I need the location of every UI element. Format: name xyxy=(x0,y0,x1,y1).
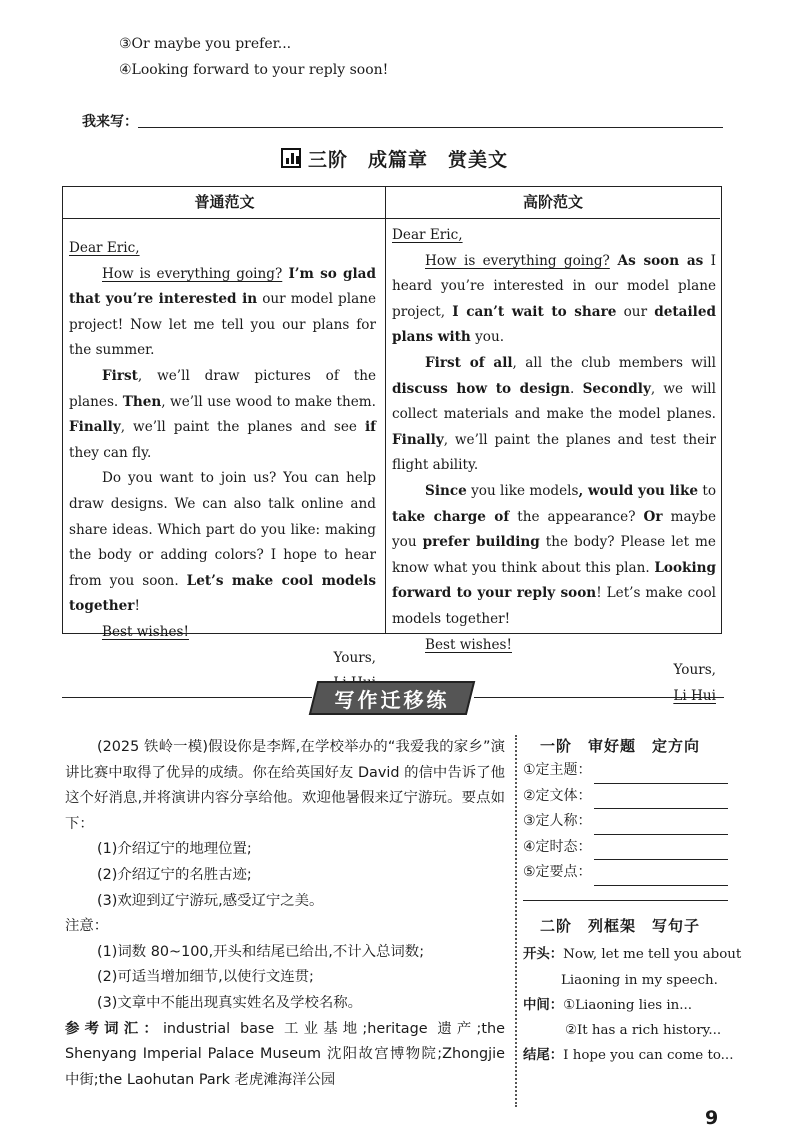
text: the body? Please let me know what you think about this plan. xyxy=(392,534,716,576)
text: maybe you xyxy=(392,508,716,551)
frame-middle-2: ②It has a rich history... xyxy=(565,1023,722,1038)
greeting: Dear Eric, xyxy=(69,240,140,256)
underlined-phrase: How is everything going? xyxy=(102,265,283,282)
field-label: ⑤定要点： xyxy=(523,864,592,881)
tense-answer-blank[interactable] xyxy=(594,841,728,860)
text: ! xyxy=(134,598,140,615)
page-number: 9 xyxy=(705,1107,719,1129)
bold-phrase: I can’t wait to share xyxy=(452,303,617,320)
closing: Best wishes! xyxy=(425,636,512,653)
bold-phrase: I’m so glad that you’re interested in xyxy=(69,265,376,308)
field-tense xyxy=(523,835,728,861)
task-intro: (2025 铁岭一模)假设你是李辉,在学校举办的“我爱我的家乡”演讲比赛中取得了优异的成绩。你在给英国好友 David 的信中告诉了他这个好消息,并将演讲内容分享给他。欢迎他暑假来辽宁游玩。要点如下： xyxy=(65,739,505,832)
task-note: (3)文章中不能出现真实姓名及学校名称。 xyxy=(97,994,363,1011)
stage3-heading: 三阶 成篇章 赏美文 xyxy=(308,149,509,171)
normal-sample-essay xyxy=(69,236,376,697)
sign-yours: Yours, xyxy=(333,649,376,666)
middle-label: 中间： xyxy=(523,998,564,1013)
open-text: Now, let me tell you about xyxy=(563,947,742,962)
dotted-divider xyxy=(515,735,517,1107)
bold-phrase: First of all xyxy=(425,354,513,371)
text: Do you want to join us? You can help draw designs. We can also talk online and share ideas. Which part do you like: making the body or adding colors? I hope to hear from you soon. xyxy=(69,470,376,589)
closing: Best wishes! xyxy=(102,623,189,640)
paragraph-3 xyxy=(392,479,716,633)
write-answer-line[interactable] xyxy=(138,127,723,128)
bold-word: Finally xyxy=(392,431,444,448)
text: to xyxy=(698,482,717,499)
paragraph-2 xyxy=(69,364,376,466)
underlined-phrase: How is everything going? xyxy=(425,252,610,269)
text: you like models xyxy=(466,482,579,499)
text: , we’ll paint the planes and see xyxy=(120,419,365,436)
field-genre xyxy=(523,784,728,810)
bold-phrase: Looking forward to your reply soon xyxy=(392,559,716,602)
bold-word: if xyxy=(364,419,376,436)
end-label: 结尾： xyxy=(523,1048,564,1063)
field-label: ③定人称： xyxy=(523,813,592,830)
stage2-heading: 二阶 列框架 写句子 xyxy=(540,917,701,935)
genre-answer-blank[interactable] xyxy=(594,790,728,809)
text: . xyxy=(570,380,583,397)
field-topic xyxy=(523,758,728,784)
person-answer-blank[interactable] xyxy=(594,816,728,835)
text: , we’ll paint the planes and test their flight ability. xyxy=(392,431,716,474)
task-point: (2)介绍辽宁的名胜古迹; xyxy=(97,866,252,883)
sign-yours: Yours, xyxy=(673,662,716,679)
header-rule-right xyxy=(474,697,724,698)
text: they can fly. xyxy=(69,444,152,461)
text: , we’ll draw pictures of the planes. xyxy=(69,367,376,410)
signature: Li Hui xyxy=(673,687,716,704)
text: our xyxy=(616,303,655,320)
task-note: (1)词数 80~100,开头和结尾已给出,不计入总词数; xyxy=(97,943,425,960)
advanced-sample-essay xyxy=(392,223,716,709)
greeting: Dear Eric, xyxy=(392,227,463,243)
points-answer-blank[interactable] xyxy=(594,867,728,886)
panel-separator xyxy=(523,900,728,901)
field-label: ②定文体： xyxy=(523,787,592,804)
analysis-panel xyxy=(523,735,728,886)
paragraph-2 xyxy=(392,351,716,479)
note-label: 注意： xyxy=(65,918,109,935)
write-label: 我来写： xyxy=(82,114,138,130)
header-normal-sample: 普通范文 xyxy=(63,187,386,219)
bold-phrase: detailed plans with xyxy=(392,303,716,346)
bold-word: Finally xyxy=(69,419,121,436)
end-text: I hope you can come to... xyxy=(563,1048,734,1063)
field-person xyxy=(523,809,728,835)
bold-phrase: prefer building xyxy=(422,534,540,551)
text: I heard you’re interested in our model plane project, xyxy=(392,252,716,320)
text: ! Let’s make cool models together! xyxy=(392,585,716,627)
field-label: ④定时态： xyxy=(523,838,592,855)
text: , all the club members will xyxy=(512,354,716,371)
field-points xyxy=(523,860,728,886)
bold-phrase: As soon as xyxy=(609,252,704,269)
bold-phrase: discuss how to design xyxy=(392,380,571,397)
hint-line-3: ④Looking forward to your reply soon! xyxy=(119,62,389,78)
chart-bars-icon xyxy=(281,148,301,168)
bold-word: Secondly xyxy=(582,380,651,397)
hint-line-2: ③Or maybe you prefer... xyxy=(119,36,292,52)
task-note: (2)可适当增加细节,以使行文连贯; xyxy=(97,969,314,986)
field-label: ①定主题： xyxy=(523,762,592,778)
text: , we will collect materials and make the model planes. xyxy=(392,380,716,423)
frame-end xyxy=(523,1047,733,1065)
text: you. xyxy=(470,329,505,346)
vocab-label: 参考词汇： xyxy=(65,1020,163,1037)
task-point: (3)欢迎到辽宁游玩,感受辽宁之美。 xyxy=(97,892,324,909)
text: the appearance? xyxy=(509,508,644,525)
bold-word: Then xyxy=(122,393,162,410)
transfer-practice-title: 写作迁移练 xyxy=(334,688,450,712)
middle-text: ①Liaoning lies in... xyxy=(563,998,693,1013)
paragraph-1 xyxy=(392,249,716,351)
text: our model plane project! Now let me tell you our plans for the summer. xyxy=(69,291,376,359)
frame-open xyxy=(523,946,741,964)
topic-answer-blank[interactable] xyxy=(594,765,728,784)
open-label: 开头： xyxy=(523,947,564,962)
transfer-practice-banner xyxy=(309,681,475,715)
frame-open-cont: Liaoning in my speech. xyxy=(561,973,718,988)
header-rule-left xyxy=(62,697,312,698)
task-prompt xyxy=(65,735,505,1093)
bold-word: First xyxy=(102,367,138,384)
vocab-list: industrial base 工业基地;heritage 遗产;the Shenyang Imperial Palace Museum 沈阳故宫博物院;Zhongjie 中街;the Laohutan Park 老虎滩海洋公园 xyxy=(65,1020,505,1088)
paragraph-3 xyxy=(69,466,376,620)
bold-word: Since xyxy=(425,482,467,499)
bold-phrase: , would you like xyxy=(578,482,699,499)
bold-phrase: Let’s make cool models together xyxy=(69,572,376,615)
text: , we’ll use wood to make them. xyxy=(161,393,376,410)
frame-middle xyxy=(523,997,692,1015)
column-divider xyxy=(385,186,386,634)
header-advanced-sample: 高阶范文 xyxy=(386,187,720,219)
bold-phrase: take charge of xyxy=(392,508,510,525)
bold-word: Or xyxy=(643,508,663,525)
task-point: (1)介绍辽宁的地理位置; xyxy=(97,841,252,858)
stage1-heading: 一阶 审好题 定方向 xyxy=(540,737,701,755)
